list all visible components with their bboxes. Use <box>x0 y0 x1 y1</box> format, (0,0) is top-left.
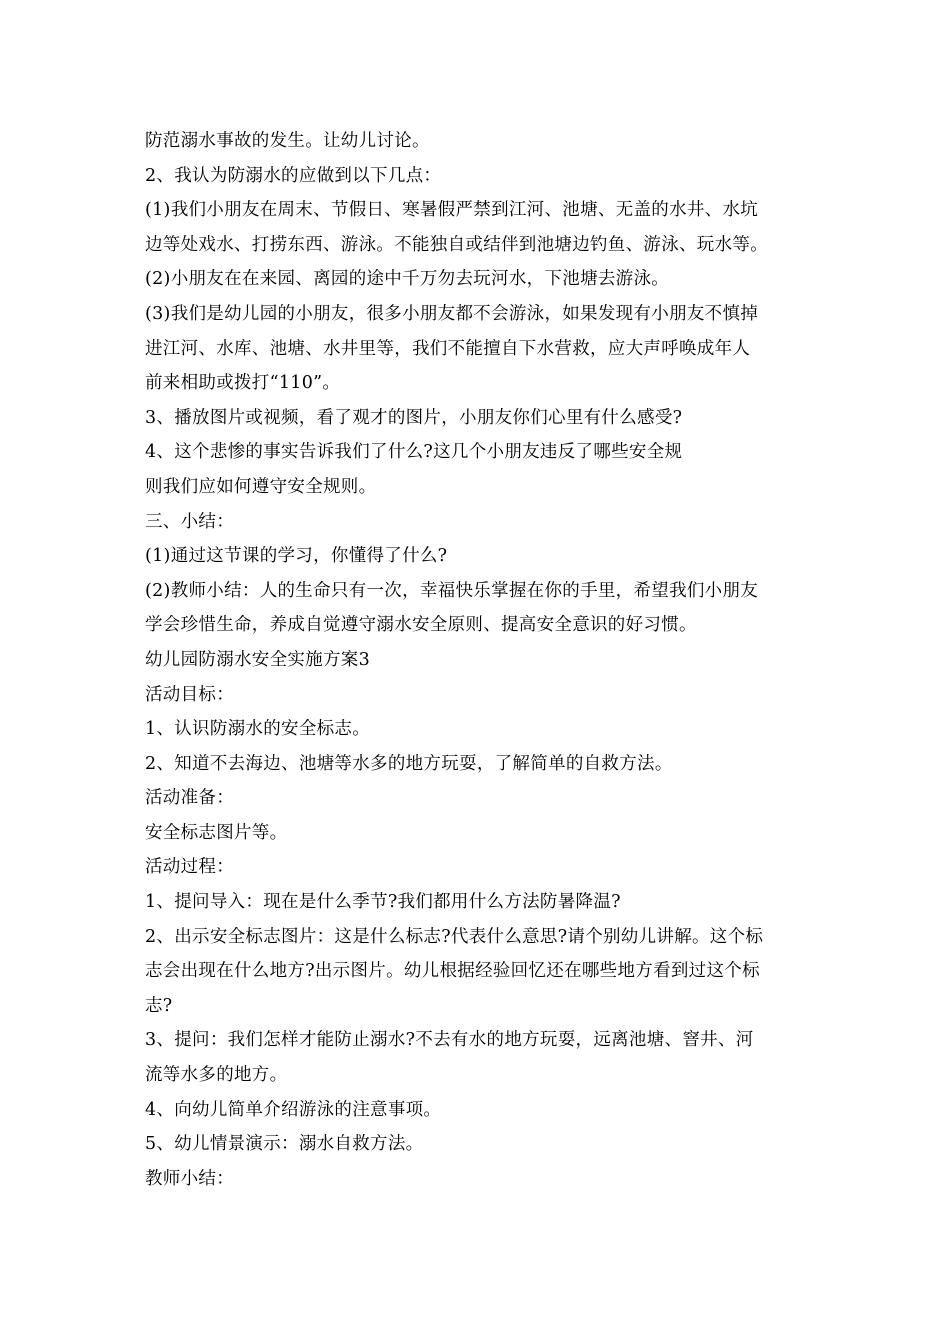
text-line: 进江河、水库、池塘、水井里等，我们不能擅自下水营救，应大声呼唤成年人 <box>145 338 751 359</box>
text-line: (3)我们是幼儿园的小朋友，很多小朋友都不会游泳，如果发现有小朋友不慎掉 <box>145 303 759 324</box>
text-line: 学会珍惜生命，养成自觉遵守溺水安全原则、提高安全意识的好习惯。 <box>145 615 697 636</box>
plan-title: 幼儿园防溺水安全实施方案3 <box>145 649 371 670</box>
text-line: 4、向幼儿简单介绍游泳的注意事项。 <box>145 1099 442 1120</box>
section-heading: 活动准备： <box>145 788 234 809</box>
text-line: (1)通过这节课的学习，你懂得了什么? <box>145 546 448 567</box>
text-line: 5、幼儿情景演示：溺水自救方法。 <box>145 1134 424 1155</box>
text-line: 2、我认为防溺水的应做到以下几点： <box>145 165 442 186</box>
section-heading: 教师小结： <box>145 1168 234 1189</box>
text-line: 志会出现在什么地方?出示图片。幼儿根据经验回忆还在哪些地方看到过这个标 <box>145 961 760 982</box>
text-line: (1)我们小朋友在周末、节假日、寒暑假严禁到江河、池塘、无盖的水井、水坑 <box>145 200 759 221</box>
section-heading: 活动目标： <box>145 684 234 705</box>
text-line: 2、出示安全标志图片：这是什么标志?代表什么意思?请个别幼儿讲解。这个标 <box>145 926 764 947</box>
text-line: 边等处戏水、打捞东西、游泳。不能独自或结伴到池塘边钓鱼、游泳、玩水等。 <box>145 234 768 255</box>
text-line: (2)教师小结：人的生命只有一次，幸福快乐掌握在你的手里，希望我们小朋友 <box>145 580 759 601</box>
section-heading: 活动过程： <box>145 857 234 878</box>
text-line: 1、提问导入：现在是什么季节?我们都用什么方法防暑降温? <box>145 892 621 913</box>
text-line: 安全标志图片等。 <box>145 822 288 843</box>
text-line: 前来相助或拨打“110”。 <box>145 373 341 394</box>
text-line: 志? <box>145 995 173 1016</box>
text-line: (2)小朋友在在来园、离园的途中千万勿去玩河水，下池塘去游泳。 <box>145 269 670 290</box>
section-heading: 三、小结： <box>145 511 234 532</box>
text-line: 则我们应如何遵守安全规则。 <box>145 476 377 497</box>
text-line: 3、播放图片或视频，看了观才的图片，小朋友你们心里有什么感受? <box>145 407 683 428</box>
text-line: 1、认识防溺水的安全标志。 <box>145 719 371 740</box>
document-body <box>145 124 810 1196</box>
text-line: 3、提问：我们怎样才能防止溺水?不去有水的地方玩耍，远离池塘、窨井、河 <box>145 1030 754 1051</box>
text-line: 防范溺水事故的发生。让幼儿讨论。 <box>145 131 430 151</box>
text-line: 4、这个悲惨的事实告诉我们了什么?这几个小朋友违反了哪些安全规 <box>145 442 683 463</box>
text-line: 2、知道不去海边、池塘等水多的地方玩耍，了解简单的自救方法。 <box>145 753 673 774</box>
text-line: 流等水多的地方。 <box>145 1065 288 1086</box>
